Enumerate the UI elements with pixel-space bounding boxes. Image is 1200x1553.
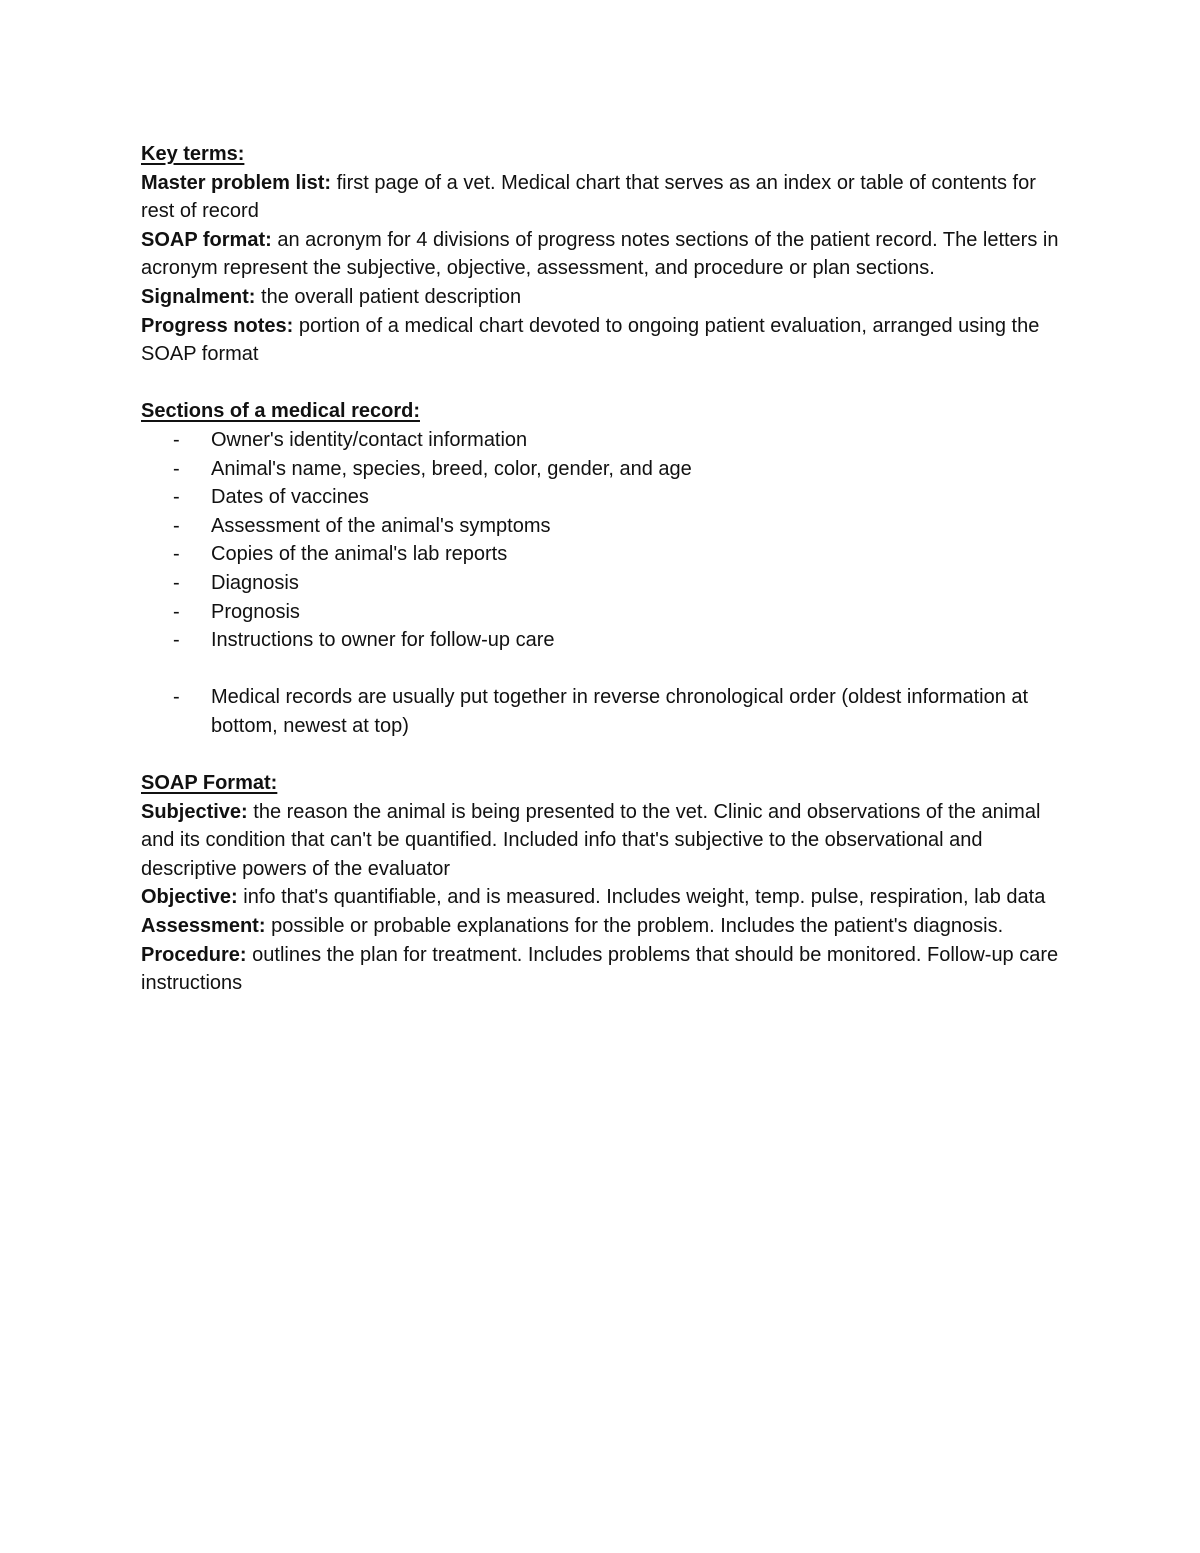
term-label: Procedure: <box>141 943 247 966</box>
list-item <box>141 426 1061 455</box>
dash-bullet: - <box>173 571 180 594</box>
list-item-text: Medical records are usually put together in reverse chronological order (oldest information at bottom, newest at top) <box>211 686 1029 737</box>
term-definition: outlines the plan for treatment. Includes problems that should be monitored. Follow-up care instructions <box>141 943 1059 995</box>
term-label: SOAP format: <box>141 228 272 251</box>
term-label: Subjective: <box>141 800 248 823</box>
list-item <box>141 455 1061 484</box>
dash-bullet: - <box>173 457 180 480</box>
term-definition: an acronym for 4 divisions of progress notes sections of the patient record. The letters in acronym represent the subjective, objective, assessment, and procedure or plan sections. <box>141 228 1059 280</box>
paragraph-gap <box>141 369 1061 398</box>
term-definition: portion of a medical chart devoted to ongoing patient evaluation, arranged using the SOAP format <box>141 314 1040 366</box>
definition-procedure <box>141 941 1061 998</box>
definition-soap-format <box>141 226 1061 283</box>
term-definition: the reason the animal is being presented to the vet. Clinic and observations of the animal and its condition that can't be quantified. Included info that's subjective to the observational and descriptive powers of the evaluator <box>141 800 1041 880</box>
term-label: Assessment: <box>141 915 266 938</box>
list-item-text: Copies of the animal's lab reports <box>211 543 508 566</box>
sections-heading: Sections of a medical record: <box>141 400 420 423</box>
definition-assessment <box>141 912 1061 941</box>
list-item <box>141 598 1061 627</box>
list-item-text: Owner's identity/contact information <box>211 428 528 451</box>
list-item <box>141 512 1061 541</box>
definition-signalment <box>141 283 1061 312</box>
dash-bullet: - <box>173 486 180 509</box>
document-page <box>141 140 1061 998</box>
list-item-text: Instructions to owner for follow-up care <box>211 629 555 652</box>
list-item <box>141 483 1061 512</box>
list-item-text: Diagnosis <box>211 571 299 594</box>
list-item <box>141 626 1061 655</box>
list-item-text: Dates of vaccines <box>211 486 369 509</box>
list-item-text: Assessment of the animal's symptoms <box>211 514 551 537</box>
dash-bullet: - <box>173 600 180 623</box>
definition-subjective <box>141 798 1061 884</box>
term-definition: the overall patient description <box>255 285 522 308</box>
term-label: Progress notes: <box>141 314 294 337</box>
dash-bullet: - <box>173 514 180 537</box>
term-label: Master problem list: <box>141 171 332 194</box>
definition-objective <box>141 883 1061 912</box>
list-item-text: Animal's name, species, breed, color, gender, and age <box>211 457 692 480</box>
list-item <box>141 569 1061 598</box>
key-terms-heading: Key terms: <box>141 143 245 165</box>
dash-bullet: - <box>173 543 180 566</box>
sections-list <box>141 426 1061 741</box>
dash-bullet: - <box>173 428 180 451</box>
term-definition: first page of a vet. Medical chart that serves as an index or table of contents for rest of record <box>141 171 1036 223</box>
dash-bullet: - <box>173 629 180 652</box>
list-item <box>141 540 1061 569</box>
paragraph-gap <box>141 740 1061 769</box>
term-definition: info that's quantifiable, and is measured. Includes weight, temp. pulse, respiration, lab data <box>237 886 1046 909</box>
term-definition: possible or probable explanations for the problem. Includes the patient's diagnosis. <box>265 915 1004 938</box>
list-item <box>141 683 1061 740</box>
definition-master-problem-list <box>141 169 1061 226</box>
definition-progress-notes <box>141 312 1061 369</box>
list-item-text: Prognosis <box>211 600 300 623</box>
term-label: Objective: <box>141 886 238 909</box>
term-label: Signalment: <box>141 285 256 308</box>
soap-heading: SOAP Format: <box>141 772 278 795</box>
dash-bullet: - <box>173 686 180 709</box>
